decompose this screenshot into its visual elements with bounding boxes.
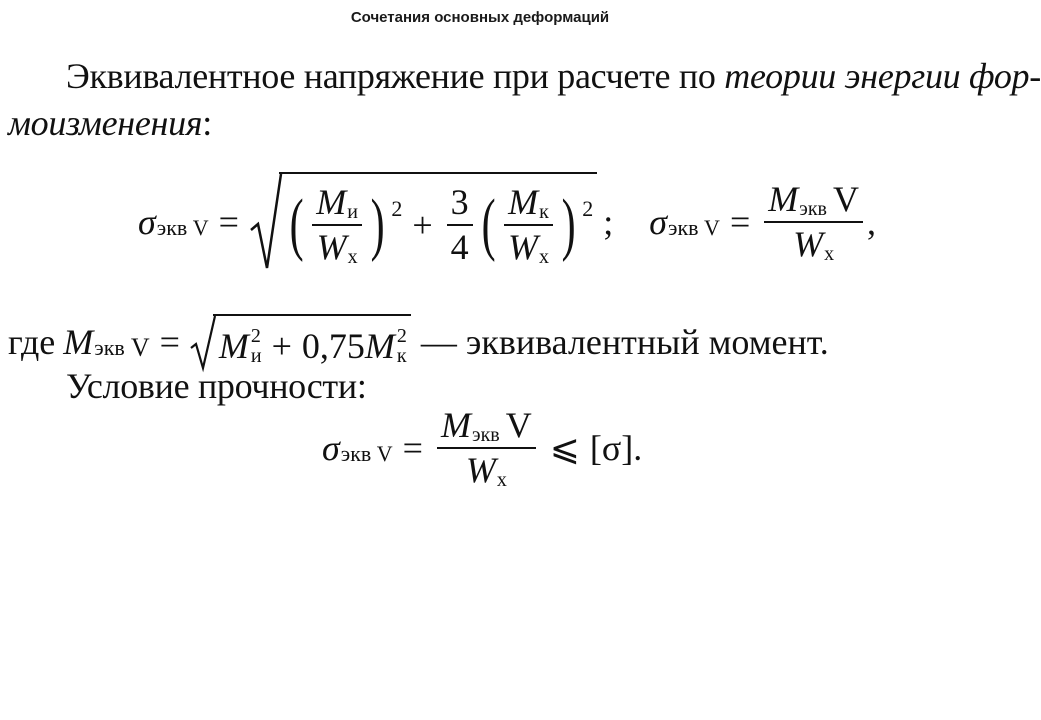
roman-v: V — [130, 333, 150, 362]
w-subscript-x: x — [824, 242, 835, 265]
semicolon: ; — [603, 202, 614, 242]
strength-condition-heading: Условие прочности: — [66, 366, 367, 406]
m-subscript-k: к — [539, 200, 549, 223]
radical-sign-icon — [190, 314, 216, 370]
w-subscript-x: x — [496, 468, 507, 491]
where-word: где — [8, 322, 56, 362]
slide-title: Сочетания основных деформаций — [350, 9, 610, 26]
m-symbol: M — [364, 326, 395, 366]
denominator-four: 4 — [450, 226, 469, 267]
radical-sign-icon — [249, 172, 283, 272]
m-symbol: M — [218, 326, 249, 366]
radicand — [213, 314, 411, 370]
sigma-symbol: σ — [322, 428, 340, 468]
period: . — [633, 428, 643, 468]
m-subscript-ekv: экв — [799, 197, 827, 220]
sigma-symbol: σ — [138, 202, 156, 242]
sigma-subscript: экв V — [340, 441, 393, 466]
fraction-mekv-wx — [764, 178, 863, 265]
intro-italic-term: теории энергии фор- — [724, 56, 1041, 96]
comma: , — [867, 202, 876, 242]
left-paren: ( — [481, 186, 496, 263]
formula-strength-condition — [322, 402, 642, 494]
fraction-bar — [437, 447, 536, 449]
w-subscript-x: x — [538, 245, 549, 268]
plus-sign: + — [271, 326, 292, 366]
radicand — [279, 172, 597, 272]
equals-sign: = — [402, 428, 423, 468]
equals-sign: = — [729, 202, 751, 242]
square-root — [249, 172, 597, 272]
m-subscript-ekv: экв — [94, 335, 125, 360]
power-two: 2 — [582, 196, 594, 221]
w-symbol: W — [793, 223, 824, 264]
m-symbol: M — [316, 181, 347, 222]
roman-v: V — [833, 178, 859, 219]
moment-description: — эквивалентный момент. — [420, 322, 829, 362]
roman-v: V — [505, 404, 532, 445]
equals-sign: = — [159, 322, 180, 362]
intro-plain-text: Эквивалентное напряжение при расчете по — [66, 56, 725, 96]
fraction-mi-wx — [312, 181, 362, 268]
w-symbol: W — [316, 226, 347, 267]
power-two: 2 — [391, 196, 403, 221]
sigma-symbol: σ — [649, 202, 668, 242]
m-symbol: M — [508, 181, 539, 222]
right-paren: ) — [561, 186, 576, 263]
sigma-subscript: экв V — [156, 215, 209, 240]
coefficient: 0,75 — [301, 326, 365, 366]
m-subscript-i: и — [250, 345, 262, 367]
w-symbol: W — [465, 449, 496, 490]
equivalent-moment-line — [8, 312, 829, 372]
m-subscript-i: и — [347, 200, 358, 223]
fraction-bar — [764, 221, 863, 223]
w-subscript-x: x — [347, 245, 358, 268]
intro-paragraph-line-2 — [8, 105, 212, 141]
square-root — [190, 314, 411, 370]
intro-colon: : — [202, 103, 212, 143]
m-subscript-k: к — [396, 345, 407, 367]
intro-italic-term-cont: моизменения — [8, 103, 203, 143]
power-two: 2 — [396, 325, 407, 347]
numerator-three: 3 — [450, 181, 469, 222]
w-symbol: W — [507, 226, 538, 267]
fraction-three-quarters — [447, 181, 473, 267]
intro-paragraph-line-1 — [66, 58, 1041, 94]
m-symbol: M — [768, 178, 799, 219]
m-subscript-ekv: экв — [471, 423, 500, 446]
fraction-bar — [504, 224, 553, 226]
power-two: 2 — [250, 325, 261, 347]
right-paren: ) — [370, 186, 385, 263]
fraction-bar — [312, 224, 362, 226]
fraction-mekv-wx — [437, 404, 536, 491]
allowable-stress: [σ] — [589, 428, 634, 468]
m-symbol: M — [440, 404, 471, 445]
m-symbol: M — [63, 322, 94, 362]
equals-sign: = — [218, 202, 239, 242]
left-paren: ( — [289, 186, 304, 263]
sigma-subscript: экв V — [668, 215, 720, 240]
plus-sign: + — [412, 205, 433, 245]
formula-equivalent-stress — [138, 172, 876, 272]
fraction-mk-wx — [504, 181, 553, 268]
fraction-bar — [447, 224, 473, 226]
less-or-equal-sign: ⩽ — [549, 428, 580, 468]
